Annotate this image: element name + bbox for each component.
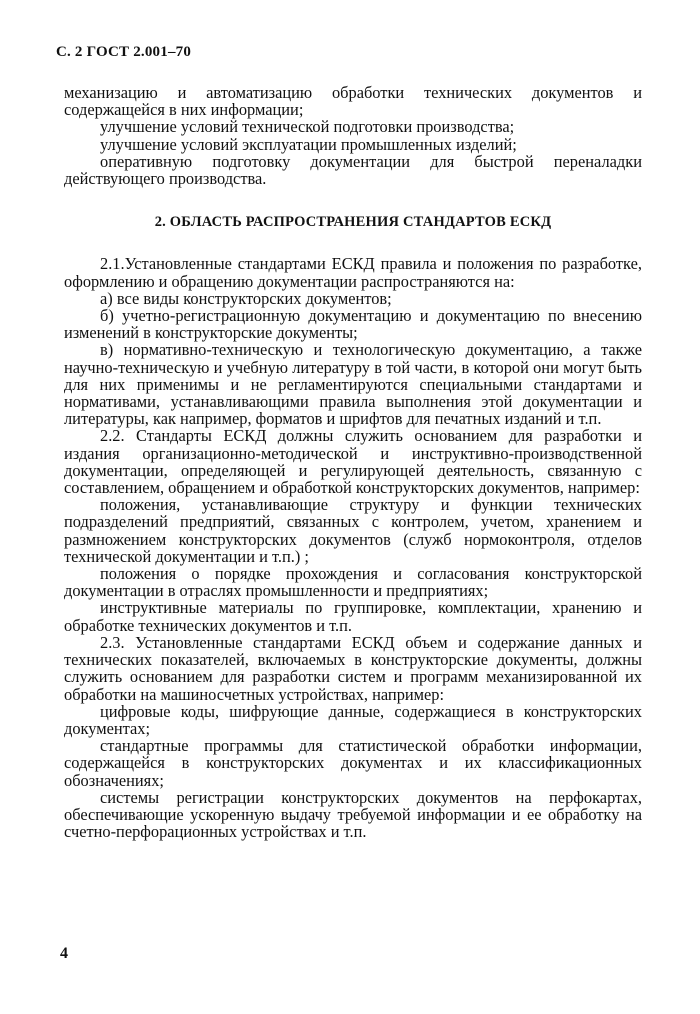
clause-2-2-example: положения, устанавливающие структуру и функции технических подразделений предприятий, связанных с контролем, учетом, хранением и размножением конструкторских документов (служб нормоконтроля, отделов технической документации и т.п.) ;: [64, 495, 642, 566]
list-item-a: а) все виды конструкторских документов;: [100, 288, 392, 308]
intro-paragraph: улучшение условий эксплуатации промышленных изделий;: [100, 134, 517, 154]
clause-2-1: 2.1.Установленные стандартами ЕСКД правила и положения по разработке, оформлению и обращению документации распространяются на:: [64, 254, 642, 291]
page-number: 4: [60, 945, 68, 962]
clause-2-3-example: системы регистрации конструкторских документов на перфокартах, обеспечивающие ускоренную выдачу требуемой информации и ее обработку на счетно-перфорационных устройствах и т.п.: [64, 787, 642, 842]
clause-2-2-example: положения о порядке прохождения и согласования конструкторской документации в отраслях промышленности и предприятиях;: [64, 564, 642, 601]
list-item-v: в) нормативно-техническую и технологическую документацию, а также научно-техническую и учебную литературу в той части, в которой они могут быть для них применимы и не регламентируются специальными стандартами и нормативами, устанавливающими правила выполнения этой документации и литературы, как например, форматов и шрифтов для печатных изданий и т.п.: [64, 340, 642, 429]
clause-2-3-example: стандартные программы для статистической обработки информации, содержащейся в конструкторских документах и их классификационных обозначениях;: [64, 736, 642, 790]
list-item-b: б) учетно-регистрационную документацию и документацию по внесению изменений в конструкторские документы;: [64, 306, 642, 343]
page-body: [64, 84, 642, 840]
clause-2-2: 2.2. Стандарты ЕСКД должны служить основанием для разработки и издания организационно-методической и инструктивно-производственной документации, определяющей и регулирующей деятельность, связанную с составлением, обращением и обработкой конструкторских документов, например:: [64, 426, 642, 498]
intro-paragraph: улучшение условий технической подготовки производства;: [100, 117, 515, 137]
section-title: 2. ОБЛАСТЬ РАСПРОСТРАНЕНИЯ СТАНДАРТОВ ЕСКД: [154, 214, 552, 231]
clause-2-3: 2.3. Установленные стандартами ЕСКД объем и содержание данных и технических показателей, включаемых в конструкторские документы, должны служить основанием для разработки систем и программ механизированной их обработки на машиносчетных устройствах, например:: [64, 632, 642, 704]
running-header: С. 2 ГОСТ 2.001–70: [56, 44, 192, 60]
clause-2-3-example: цифровые коды, шифрующие данные, содержащиеся в конструкторских документах;: [64, 701, 642, 738]
intro-paragraph: оперативную подготовку документации для быстрой переналадки действующего производства.: [64, 151, 642, 189]
clause-2-2-example: инструктивные материалы по группировке, комплектации, хранению и обработке технических документов и т.п.: [64, 598, 642, 635]
intro-paragraph-continued: механизацию и автоматизацию обработки технических документов и содержащейся в них информации;: [64, 83, 642, 120]
